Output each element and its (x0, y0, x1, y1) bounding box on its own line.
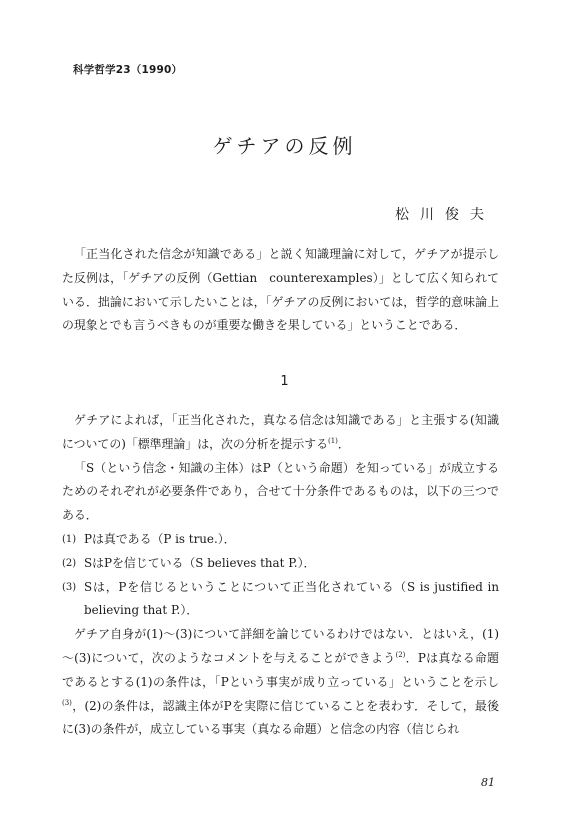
paragraph-1 (62, 409, 499, 457)
paragraph-1-end: ． (337, 436, 350, 451)
page-number: 81 (481, 776, 495, 789)
condition-mark: (2) (62, 557, 77, 569)
section-number: 1 (280, 374, 289, 389)
paragraph-3 (62, 623, 499, 742)
condition-mark: (1) (62, 533, 77, 545)
paragraph-1-text: ゲチアによれば，「正当化された，真なる信念は知識である」と主張する(知識についての)「標準理論」は，次の分析を提示する (62, 413, 499, 451)
paragraph-3-text-a: ゲチア自身が(1)～(3)について詳細を論じているわけではない．とはいえ，(1)～(3)について，次のようなコメントを与えることができよう (62, 627, 499, 665)
abstract (62, 243, 499, 338)
main-text (62, 409, 499, 742)
condition-text: Pは真である（P is true.）． (84, 531, 236, 546)
article-title: ゲチアの反例 (212, 134, 357, 158)
condition-3 (62, 576, 499, 624)
paragraph-3-text-b: ．Pは真なる命題であるとする(1)の条件は，「Pという事実が成り立っている」ということを示し (62, 650, 499, 689)
condition-text: SはPを信じている（S believes that P.）． (84, 555, 316, 570)
author-name: 松川俊夫 (395, 207, 495, 223)
paragraph-3-text-c: ，(2)の条件は，認識主体がPを実際に信じていることを表わす．そして，最後に(3)の条件が，成立している事実（真なる命題）と信念の内容（信じられ (62, 698, 499, 737)
abstract-text: 「正当化された信念が知識である」と説く知識理論に対して，ゲチアが提示した反例は，「ゲチアの反例（Gettian counterexamples）」として広く知られている．拙論において示したいことは，「ゲチアの反例においては，哲学的意味論上の現象とでも言うべきものが重要な働きを果している」ということである． (62, 247, 499, 333)
paragraph-2: 「S（という信念・知識の主体）はP（という命題）を知っている」が成立するためのそれぞれが必要条件であり，合せて十分条件であるものは，以下の三つである． (62, 460, 499, 523)
footnote-ref-2: (2) (395, 651, 406, 659)
condition-2 (62, 552, 499, 576)
condition-text: Sは，Pを信じるということについて正当化されている（S is justified in believing that P.）． (84, 579, 499, 618)
footnote-ref-1: (1) (328, 436, 338, 445)
journal-header: 科学哲学23（1990） (73, 64, 183, 76)
condition-1 (62, 528, 499, 552)
condition-mark: (3) (62, 581, 77, 593)
footnote-ref-3: (3) (62, 698, 72, 707)
